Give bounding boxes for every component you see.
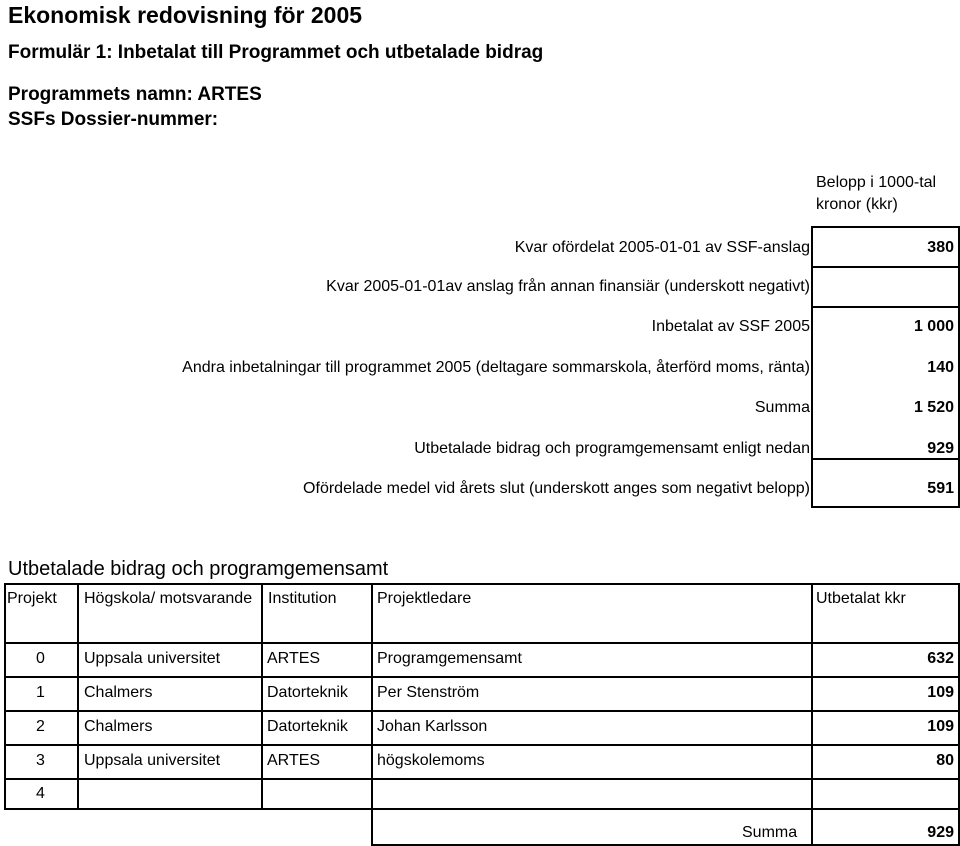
summary-row [0,392,960,426]
table-grid-line [4,808,960,810]
summary-label: Andra inbetalningar till programmet 2005 (deltagare sommarskola, återförd moms, ränta) [182,359,810,376]
total-value: 929 [927,824,954,841]
table-grid-line [77,583,79,810]
summary-box-border [811,266,960,268]
unit-label: Belopp i 1000-tal kronor (kkr) [816,174,937,213]
column-header-utbetalat: Utbetalat kkr [816,590,906,607]
table-cell-institution: ARTES [267,752,321,769]
summary-label: Kvar ofördelat 2005-01-01 av SSF-anslag [514,239,810,256]
summary-box-border [811,226,960,228]
page-title: Ekonomisk redovisning för 2005 [8,2,363,28]
table-grid-line [4,583,960,585]
total-label: Summa [742,824,798,841]
summary-label: Utbetalade bidrag och programgemensamt enligt nedan [414,440,810,457]
summary-value: 380 [927,239,954,256]
table-cell-utbetalat: 109 [927,684,954,701]
summary-label: Kvar 2005-01-01av anslag från annan finansiär (underskott negativt) [326,278,810,295]
summary-row [0,433,960,467]
summary-box-border [811,306,960,308]
table-grid-line [4,778,960,780]
column-header-projekt: Projekt [7,590,57,607]
table-grid-line [261,583,263,810]
table-cell-projektledare: Per Stenström [377,684,480,701]
summary-row [0,271,960,305]
table-grid-line [4,583,6,810]
grants-section-title: Utbetalade bidrag och programgemensamt [8,558,389,580]
column-header-projektledare: Projektledare [377,590,472,607]
summary-row [0,232,960,266]
summary-value: 1 520 [913,399,954,416]
table-cell-projekt: 0 [36,650,45,667]
summary-box-border [811,458,960,460]
summary-box-border [811,506,960,508]
table-cell-utbetalat: 80 [936,752,954,769]
summary-value: 140 [927,359,954,376]
table-cell-hogskola: Uppsala universitet [84,752,221,769]
table-cell-projektledare: Programgemensamt [377,650,522,667]
table-cell-hogskola: Chalmers [84,718,153,735]
program-name: Programmets namn: ARTES [8,84,262,105]
table-grid-line [4,710,960,712]
table-grid-line [4,744,960,746]
summary-label: Summa [754,399,810,416]
table-grid-line [371,583,373,846]
table-cell-projektledare: Johan Karlsson [377,718,488,735]
table-cell-projekt: 3 [36,752,45,769]
summary-row [0,473,960,507]
table-cell-projekt: 2 [36,718,45,735]
table-cell-institution: ARTES [267,650,321,667]
summary-value: 929 [927,440,954,457]
summary-label: Inbetalat av SSF 2005 [651,318,810,335]
table-cell-utbetalat: 109 [927,718,954,735]
table-cell-projekt: 4 [36,785,45,802]
table-cell-hogskola: Uppsala universitet [84,650,221,667]
form-title: Formulär 1: Inbetalat till Programmet och utbetalade bidrag [8,42,544,63]
table-cell-utbetalat: 632 [927,650,954,667]
summary-row [0,352,960,386]
column-header-hogskola: Högskola/ motsvarande [84,590,253,607]
column-header-institution: Institution [268,590,337,607]
table-cell-projektledare: högskolemoms [377,752,485,769]
table-cell-hogskola: Chalmers [84,684,153,701]
summary-row [0,311,960,345]
summary-value: 591 [927,480,954,497]
summary-box-border [811,226,813,508]
table-grid-line [4,676,960,678]
summary-label: Ofördelade medel vid årets slut (underskott anges som negativt belopp) [303,480,810,497]
table-grid-line [811,583,813,846]
dossier-number: SSFs Dossier-nummer: [8,109,219,130]
table-cell-projekt: 1 [36,684,45,701]
summary-value: 1 000 [913,318,954,335]
table-cell-institution: Datorteknik [267,684,348,701]
table-grid-line [4,642,960,644]
table-cell-institution: Datorteknik [267,718,348,735]
